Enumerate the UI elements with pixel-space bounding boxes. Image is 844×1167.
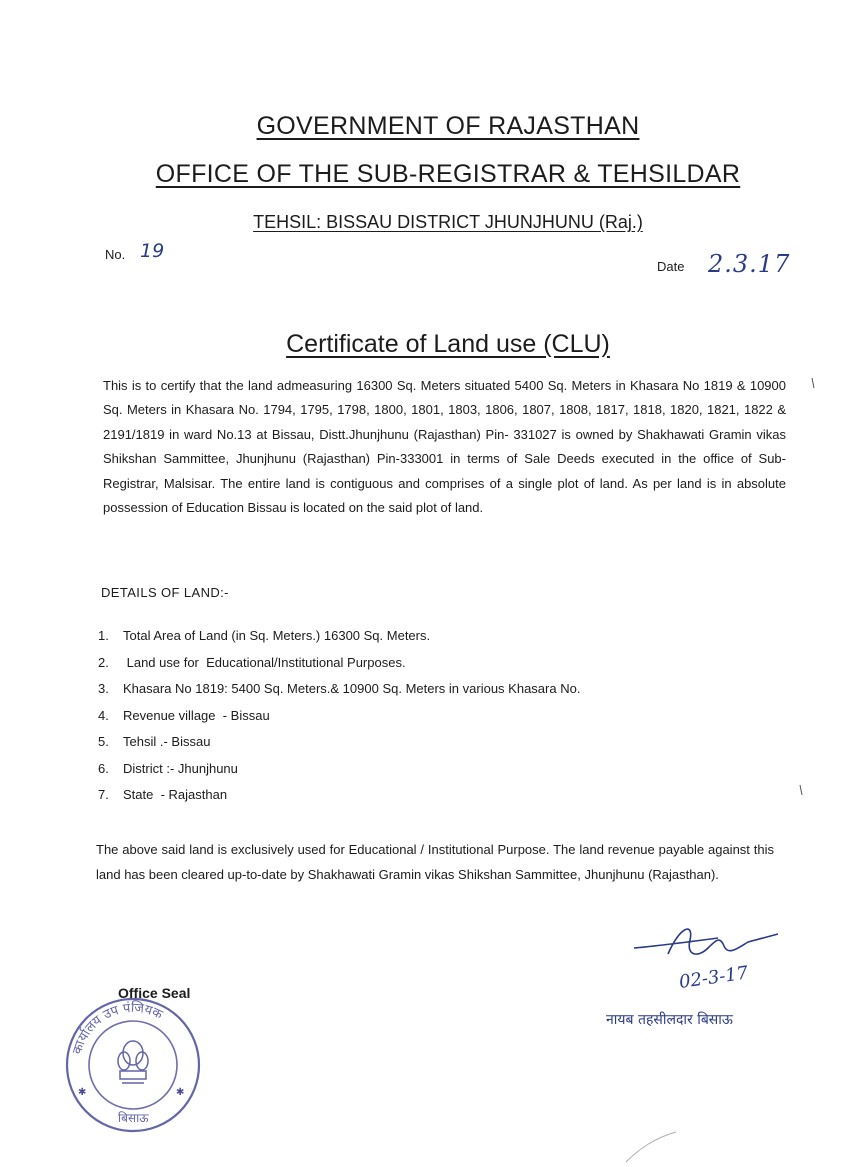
seal-bottom-text: बिसाऊ xyxy=(118,1111,149,1125)
list-item-text: District :- Jhunjhunu xyxy=(123,760,238,776)
list-item-number: 2. xyxy=(98,654,109,670)
star-icon: ✱ xyxy=(78,1087,87,1098)
list-item-number: 7. xyxy=(98,787,109,802)
date-label: Date xyxy=(657,259,685,274)
list-item-text: State - Rajasthan xyxy=(123,787,228,802)
list-item-number: 5. xyxy=(98,734,109,749)
certificate-title: Certificate of Land use (CLU) xyxy=(286,330,610,358)
signatory-designation: नायब तहसीलदार बिसाऊ xyxy=(606,1012,733,1028)
reference-number-label: No. xyxy=(105,247,126,262)
list-item-number: 1. xyxy=(98,628,109,643)
list-item-number: 6. xyxy=(98,760,109,776)
star-icon: ✱ xyxy=(176,1087,185,1098)
seal-ring-text: कार्यालय उप पंजियक xyxy=(70,1000,165,1057)
list-item-text: Land use for Educational/Institutional Purposes. xyxy=(123,654,406,670)
reference-number-value: 19 xyxy=(140,240,165,262)
certification-paragraph: This is to certify that the land admeasuring 16300 Sq. Meters situated 5400 Sq. Meters in Khasara No 1819 & 10900 Sq. Meters in Khasara No. 1794, 1795, 1798, 1800, 1801, 1803, 1806, 1807, 1808, 1817, 1818, 1820, 1821, 1822 & 2191/1819 in ward No.13 at Bissau, Distt.Jhunjhunu (Rajasthan) Pin- 331027 is owned by Shakhawati Gramin vikas Shikshan Sammittee, Jhunjhunu (Rajasthan) Pin-333001 in terms of Sale Deeds executed in the office of Sub- Registrar, Malsisar. The entire land is contiguous and comprises of a single plot of land. As per land is in absolute possession of Education Bissau is located on the said plot of land. xyxy=(103,378,786,516)
header-government: GOVERNMENT OF RAJASTHAN xyxy=(256,112,640,140)
list-item-text: Total Area of Land (in Sq. Meters.) 16300 Sq. Meters. xyxy=(123,628,431,643)
list-item-text: Khasara No 1819: 5400 Sq. Meters.& 10900 Sq. Meters in various Khasara No. xyxy=(123,681,581,696)
list-item-text: Tehsil .- Bissau xyxy=(123,734,211,749)
date-value: 2.3.17 xyxy=(708,250,791,278)
list-item-number: 3. xyxy=(98,681,109,696)
header-office: OFFICE OF THE SUB-REGISTRAR & TEHSILDAR xyxy=(155,160,741,188)
header-tehsil: TEHSIL: BISSAU DISTRICT JHUNJHUNU (Raj.) xyxy=(253,212,643,232)
office-seal-label: Office Seal xyxy=(118,985,191,1001)
closing-paragraph: The above said land is exclusively used for Educational / Institutional Purpose. The land revenue payable against this land has been cleared up-to-date by Shakhawati Gramin vikas Shikshan Sammittee, Jhunjhunu (Rajasthan). xyxy=(96,842,774,882)
list-item-text: Revenue village - Bissau xyxy=(123,707,270,723)
details-heading: DETAILS OF LAND:- xyxy=(101,585,229,600)
list-item-number: 4. xyxy=(98,707,109,723)
signature-date: 02-3-17 xyxy=(677,962,750,993)
